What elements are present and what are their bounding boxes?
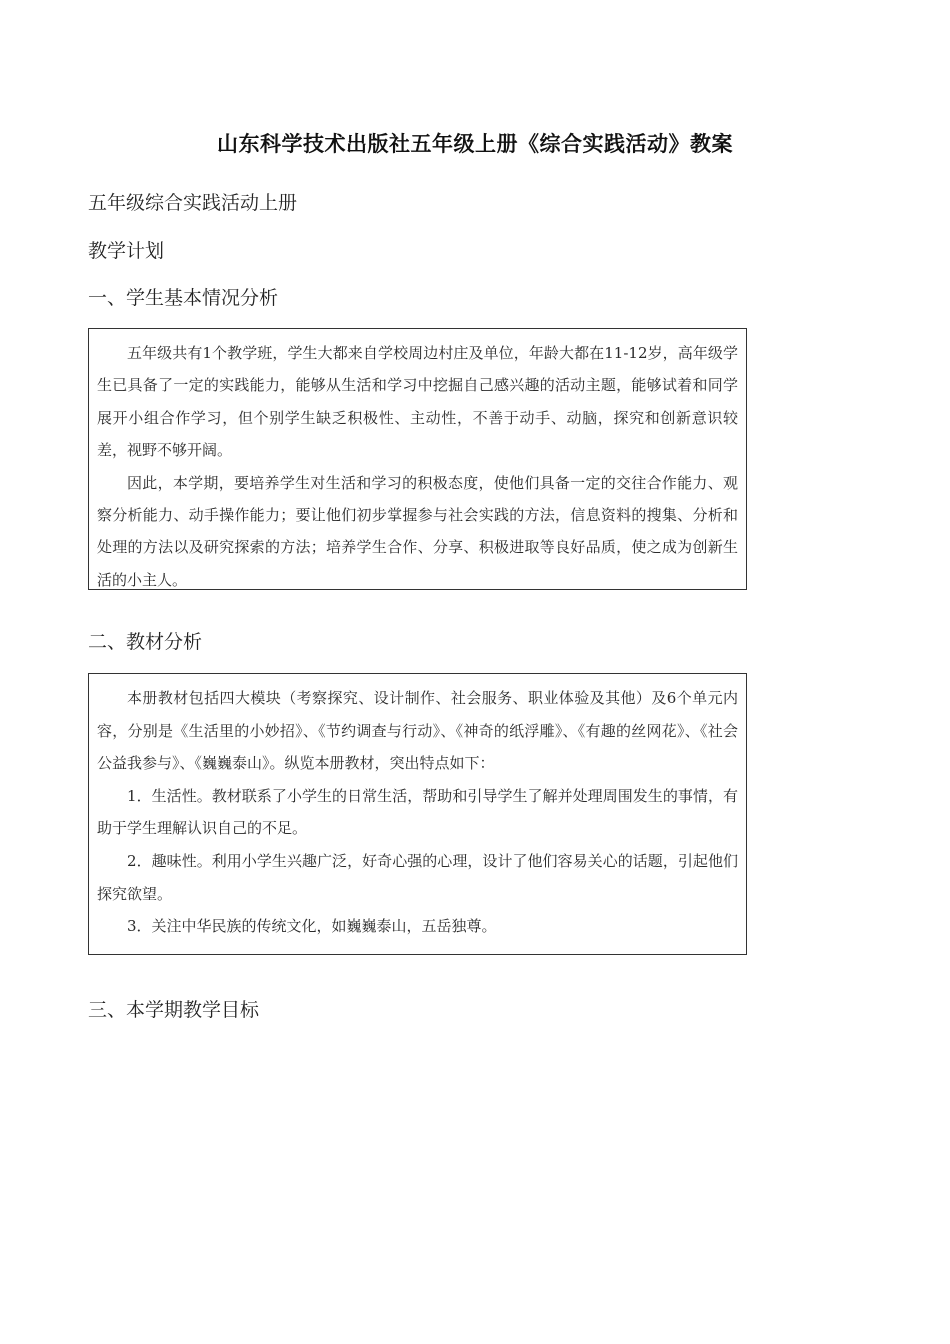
- textbook-feature-item: 3．关注中华民族的传统文化，如巍巍泰山，五岳独尊。: [127, 917, 497, 936]
- section1-heading: 一、学生基本情况分析: [88, 287, 279, 309]
- student-analysis-box: [88, 328, 747, 590]
- textbook-analysis-paragraph: 本册教材包括四大模块（考察探究、设计制作、社会服务、职业体验及其他）及6个单元内容，分别是《生活里的小妙招》、《节约调查与行动》、《神奇的纸浮雕》、《有趣的丝网花》、《社会公益我参与》、《巍巍泰山》。纵览本册教材，突出特点如下：: [97, 689, 738, 773]
- document-title: 山东科学技术出版社五年级上册《综合实践活动》教案: [217, 131, 733, 156]
- plan-label: 教学计划: [88, 240, 165, 262]
- document-subtitle: 五年级综合实践活动上册: [88, 192, 298, 214]
- student-analysis-paragraph: 五年级共有1个教学班，学生大都来自学校周边村庄及单位，年龄大都在11-12岁，高年级学生已具备了一定的实践能力，能够从生活和学习中挖掘自己感兴趣的活动主题，能够试着和同学展开小组合作学习，但个别学生缺乏积极性、主动性，不善于动手、动脑，探究和创新意识较差，视野不够开阔。: [97, 344, 738, 460]
- section2-heading: 二、教材分析: [88, 631, 203, 653]
- textbook-feature-item: 1．生活性。教材联系了小学生的日常生活，帮助和引导学生了解并处理周围发生的事情，有助于学生理解认识自己的不足。: [97, 786, 738, 838]
- student-analysis-paragraph: 因此，本学期，要培养学生对生活和学习的积极态度，使他们具备一定的交往合作能力、观察分析能力、动手操作能力；要让他们初步掌握参与社会实践的方法，信息资料的搜集、分析和处理的方法以及研究探索的方法；培养学生合作、分享、积极进取等良好品质，使之成为创新生活的小主人。: [97, 473, 738, 589]
- section3-heading: 三、本学期教学目标: [88, 999, 260, 1021]
- textbook-feature-item: 2．趣味性。利用小学生兴趣广泛，好奇心强的心理，设计了他们容易关心的话题，引起他们探究欲望。: [97, 851, 738, 903]
- textbook-analysis-box: [88, 673, 747, 955]
